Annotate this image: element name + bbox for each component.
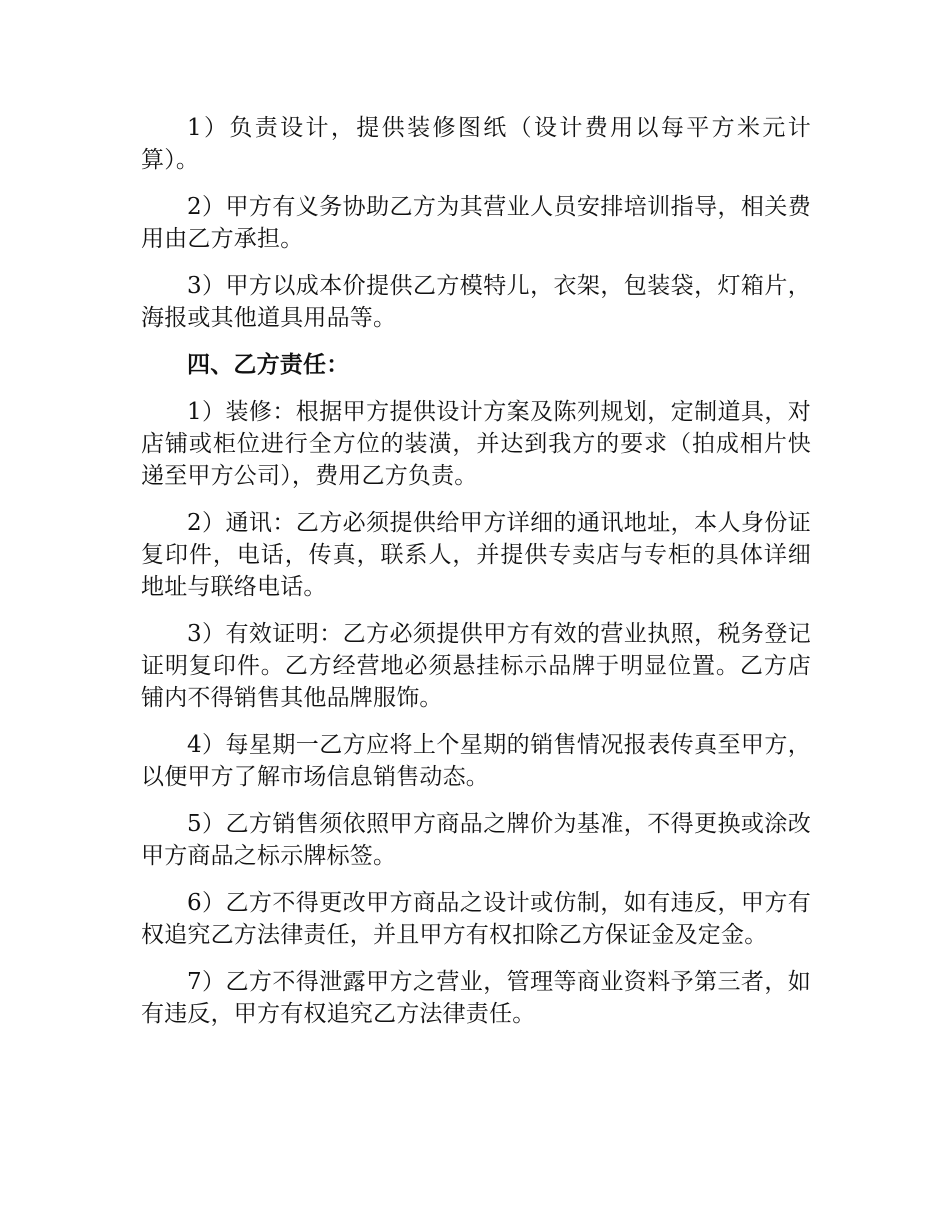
paragraph-renovation: 1）装修：根据甲方提供设计方案及陈列规划，定制道具，对店铺或柜位进行全方位的装潢，并达到我方的要求（拍成相片快递至甲方公司），费用乙方负责。	[141, 399, 811, 489]
paragraph-weekly-report: 4）每星期一乙方应将上个星期的销售情况报表传真至甲方，以便甲方了解市场信息销售动态。	[141, 732, 811, 790]
paragraph-no-imitation: 6）乙方不得更改甲方商品之设计或仿制，如有违反，甲方有权追究乙方法律责任，并且甲方有权扣除乙方保证金及定金。	[141, 890, 811, 948]
document-body	[141, 112, 811, 1045]
paragraph-pricing: 5）乙方销售须依照甲方商品之牌价为基准，不得更换或涂改甲方商品之标示牌标签。	[141, 811, 811, 869]
paragraph-props: 3）甲方以成本价提供乙方模特儿，衣架，包装袋，灯箱片，海报或其他道具用品等。	[141, 273, 811, 331]
paragraph-valid-proof: 3）有效证明：乙方必须提供甲方有效的营业执照，税务登记证明复印件。乙方经营地必须悬挂标示品牌于明显位置。乙方店铺内不得销售其他品牌服饰。	[141, 621, 811, 711]
paragraph-confidentiality: 7）乙方不得泄露甲方之营业，管理等商业资料予第三者，如有违反，甲方有权追究乙方法律责任。	[141, 969, 811, 1027]
section-heading: 四、乙方责任：	[187, 352, 350, 378]
paragraph-design: 1）负责设计，提供装修图纸（设计费用以每平方米元计算）。	[141, 115, 811, 173]
paragraph-communication: 2）通讯：乙方必须提供给甲方详细的通讯地址，本人身份证复印件，电话，传真，联系人，并提供专卖店与专柜的具体详细地址与联络电话。	[141, 510, 811, 600]
paragraph-training: 2）甲方有义务协助乙方为其营业人员安排培训指导，相关费用由乙方承担。	[141, 194, 811, 252]
